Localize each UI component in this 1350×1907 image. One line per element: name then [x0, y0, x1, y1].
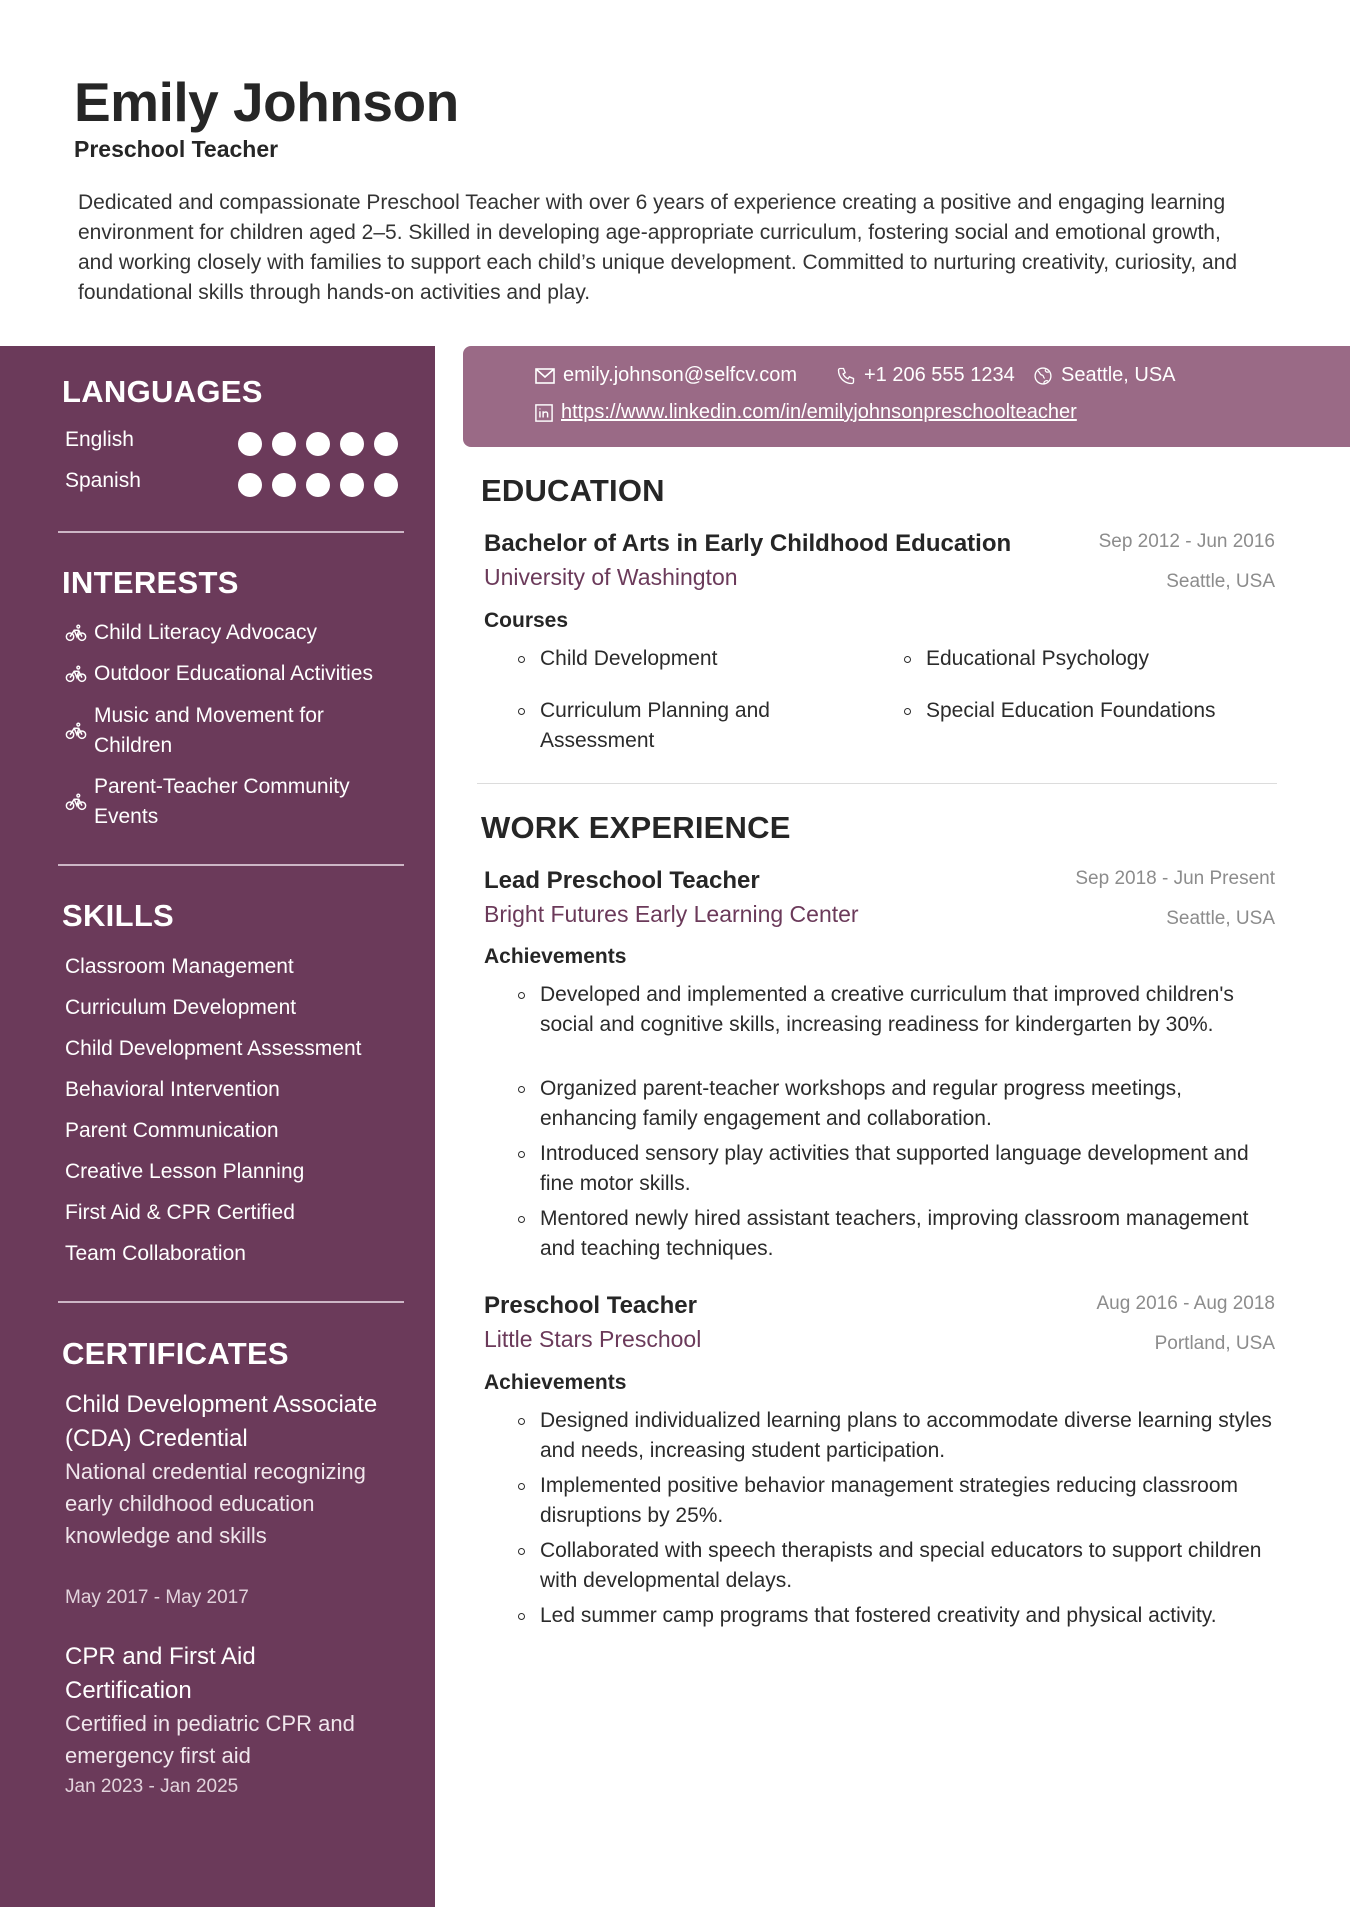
skill-item: Parent Communication — [65, 1119, 279, 1142]
achievement-item: Developed and implemented a creative curriculum that improved children's social and cognitive skills, increasing readiness for kindergarten by 30%. — [540, 980, 1280, 1040]
candidate-name: Emily Johnson — [74, 71, 459, 133]
job-dates: Aug 2016 - Aug 2018 — [1096, 1293, 1275, 1314]
level-dot — [238, 473, 262, 497]
school-name: University of Washington — [484, 564, 738, 590]
linkedin-link[interactable]: https://www.linkedin.com/in/emilyjohnsonpreschoolteacher — [561, 401, 1077, 423]
bicycle-icon — [65, 663, 87, 685]
achievements-label: Achievements — [484, 945, 627, 968]
bicycle-icon — [65, 720, 87, 742]
resume-header — [74, 70, 1254, 163]
course-item: Child Development — [540, 644, 880, 674]
interests-heading: INTERESTS — [62, 565, 239, 600]
location-text: Seattle, USA — [1061, 364, 1176, 386]
course-item: Curriculum Planning and Assessment — [540, 696, 840, 756]
achievement-item: Introduced sensory play activities that supported language development and fine motor skills. — [540, 1139, 1280, 1199]
level-dot — [306, 473, 330, 497]
skills-heading: SKILLS — [62, 898, 175, 933]
certificate-name: CPR and First Aid Certification — [65, 1643, 256, 1704]
courses-label: Courses — [484, 609, 569, 632]
section-divider — [58, 864, 404, 866]
profile-summary: Dedicated and compassionate Preschool Teacher with over 6 years of experience creating a positive and engaging learning environment for children aged 2–5. Skilled in developing age-appropriate curriculum, fostering social and emotional growth, and working closely with families to support each child’s unique development. Committed to nurturing creativity, curiosity, and foundational skills through hands-on activities and play. — [78, 191, 1238, 304]
level-dot — [340, 473, 364, 497]
mail-icon — [535, 368, 555, 384]
bicycle-icon — [65, 622, 87, 644]
skill-item: First Aid & CPR Certified — [65, 1201, 295, 1224]
level-dot — [238, 432, 262, 456]
certificate-description: Certified in pediatric CPR and emergency first aid — [65, 1711, 355, 1768]
phone-text: +1 206 555 1234 — [864, 364, 1015, 386]
contact-location — [1033, 364, 1176, 387]
achievements-label: Achievements — [484, 1371, 627, 1394]
level-dot — [340, 432, 364, 456]
skill-item: Child Development Assessment — [65, 1037, 362, 1060]
achievement-item: Designed individualized learning plans to accommodate diverse learning styles and needs, increasing student participation. — [540, 1406, 1280, 1466]
skill-item: Creative Lesson Planning — [65, 1160, 305, 1183]
certificates-heading: CERTIFICATES — [62, 1336, 289, 1371]
degree-title: Bachelor of Arts in Early Childhood Education — [484, 530, 1012, 557]
language-name: English — [65, 428, 134, 451]
level-dot — [374, 432, 398, 456]
skill-item: Team Collaboration — [65, 1242, 246, 1265]
skill-item: Behavioral Intervention — [65, 1078, 280, 1101]
course-item: Educational Psychology — [926, 644, 1266, 674]
section-divider — [58, 1301, 404, 1303]
interest-label: Music and Movement for Children — [94, 704, 324, 757]
section-divider — [477, 783, 1277, 784]
job-title: Lead Preschool Teacher — [484, 867, 760, 894]
linkedin-icon — [535, 404, 553, 422]
phone-icon — [836, 366, 856, 386]
achievement-item: Led summer camp programs that fostered creativity and physical activity. — [540, 1601, 1280, 1631]
certificate-name: Child Development Associate (CDA) Credential — [65, 1391, 378, 1452]
level-dot — [374, 473, 398, 497]
level-dot — [272, 473, 296, 497]
certificate-dates: Jan 2023 - Jan 2025 — [65, 1776, 239, 1797]
job-location: Portland, USA — [1154, 1333, 1275, 1354]
achievement-item: Implemented positive behavior management strategies reducing classroom disruptions by 25%. — [540, 1471, 1280, 1531]
sidebar — [0, 346, 435, 1907]
skill-item: Curriculum Development — [65, 996, 297, 1019]
language-level-dots — [238, 473, 398, 497]
language-row — [65, 428, 400, 458]
company-name: Little Stars Preschool — [484, 1326, 702, 1352]
job-location: Seattle, USA — [1166, 908, 1275, 929]
candidate-title: Preschool Teacher — [74, 136, 279, 162]
contact-phone[interactable] — [836, 364, 1015, 387]
bicycle-icon — [65, 791, 87, 813]
achievement-item: Collaborated with speech therapists and special educators to support children with developmental delays. — [540, 1536, 1280, 1596]
language-name: Spanish — [65, 469, 141, 492]
certificate-dates: May 2017 - May 2017 — [65, 1587, 249, 1608]
company-name: Bright Futures Early Learning Center — [484, 901, 859, 927]
contact-linkedin[interactable] — [535, 401, 1077, 424]
achievement-item: Mentored newly hired assistant teachers, improving classroom management and teaching techniques. — [540, 1204, 1280, 1264]
language-row — [65, 469, 400, 499]
education-location: Seattle, USA — [1166, 571, 1275, 592]
achievement-item: Organized parent-teacher workshops and regular progress meetings, enhancing family engagement and collaboration. — [540, 1074, 1280, 1134]
section-divider — [58, 531, 404, 533]
contact-bar — [463, 346, 1350, 447]
language-level-dots — [238, 432, 398, 456]
level-dot — [272, 432, 296, 456]
interest-label: Outdoor Educational Activities — [94, 662, 373, 685]
course-item: Special Education Foundations — [926, 696, 1266, 726]
level-dot — [306, 432, 330, 456]
job-dates: Sep 2018 - Jun Present — [1075, 868, 1275, 889]
education-heading: EDUCATION — [481, 473, 665, 508]
globe-icon — [1033, 366, 1053, 386]
education-dates: Sep 2012 - Jun 2016 — [1098, 531, 1275, 552]
experience-heading: WORK EXPERIENCE — [481, 810, 791, 845]
languages-heading: LANGUAGES — [62, 374, 263, 409]
email-text: emily.johnson@selfcv.com — [563, 364, 798, 386]
interest-label: Parent-Teacher Community Events — [94, 775, 350, 828]
job-title: Preschool Teacher — [484, 1292, 697, 1319]
certificate-description: National credential recognizing early childhood education knowledge and skills — [65, 1459, 366, 1548]
skill-item: Classroom Management — [65, 955, 294, 978]
interest-label: Child Literacy Advocacy — [94, 621, 317, 644]
contact-email[interactable] — [535, 364, 797, 387]
